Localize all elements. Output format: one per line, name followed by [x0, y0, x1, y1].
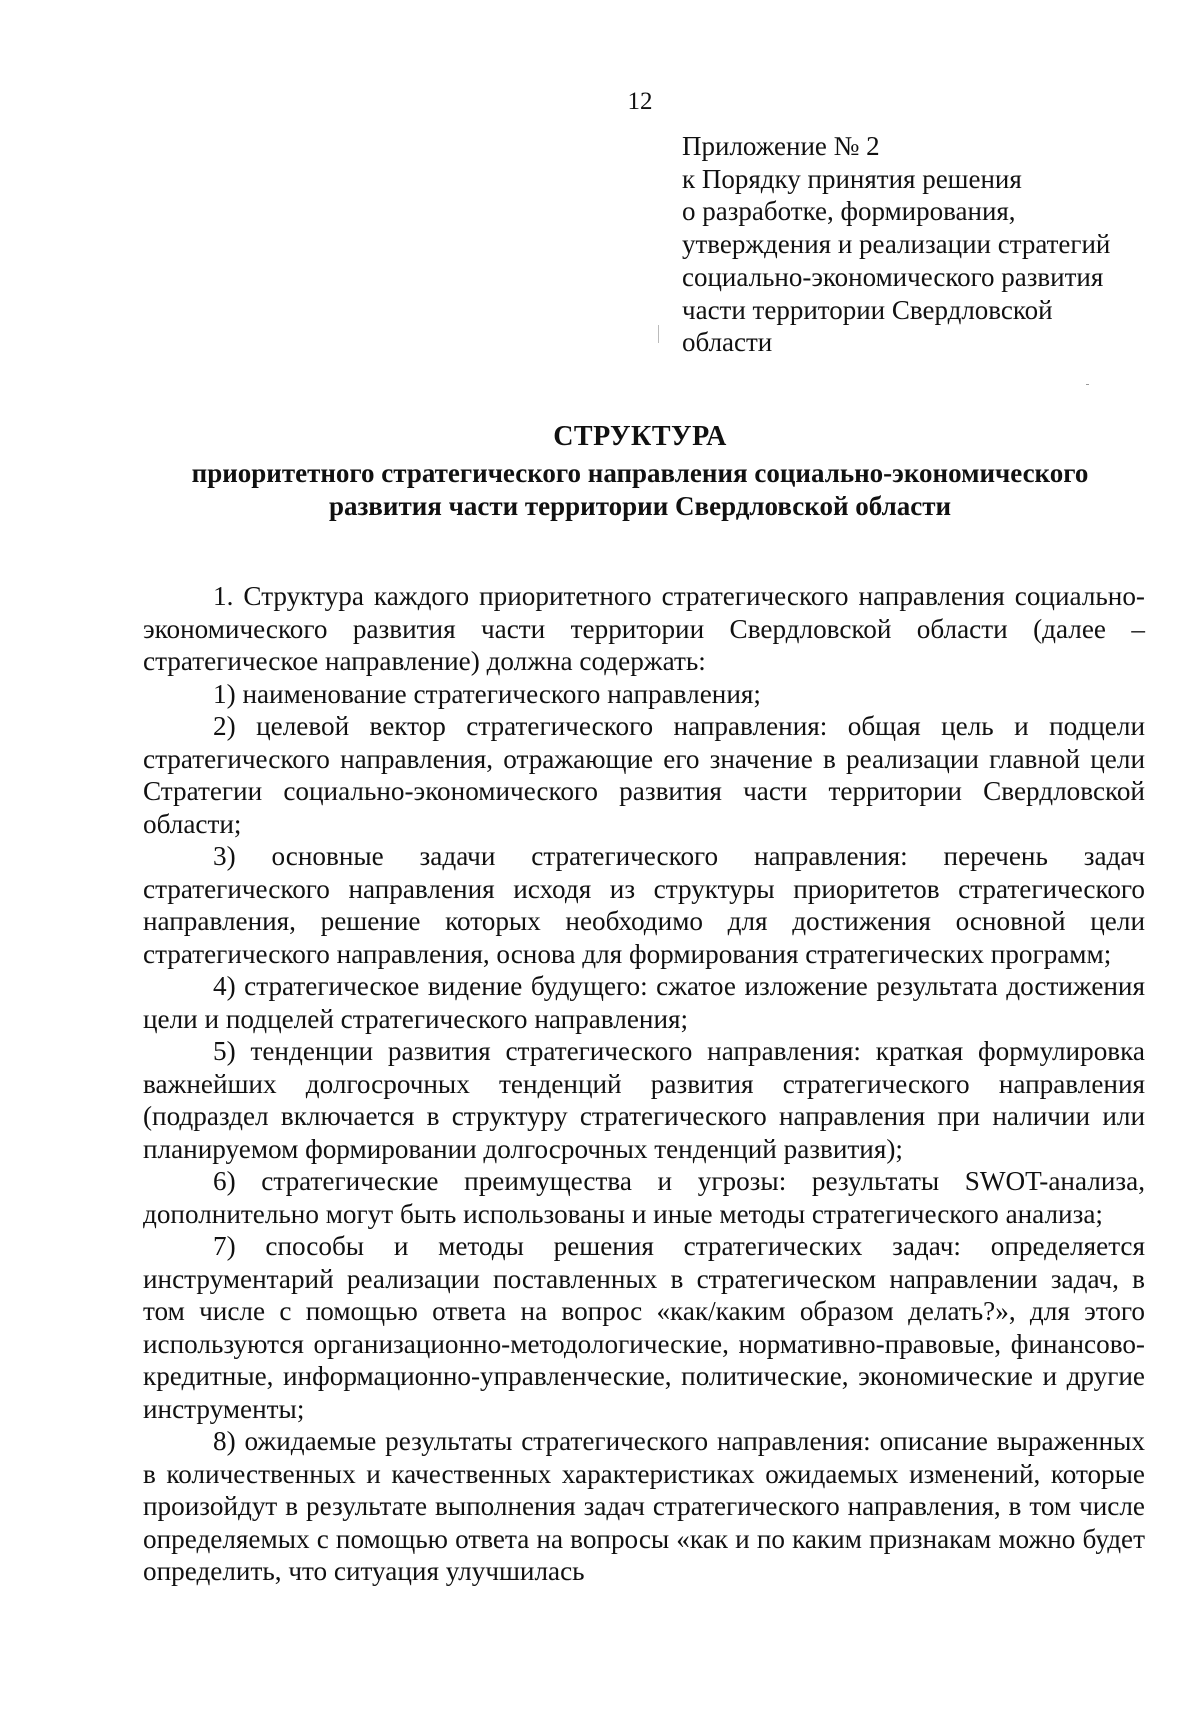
appendix-line: к Порядку принятия решения [682, 163, 1022, 194]
appendix-line: Приложение № 2 [682, 131, 880, 161]
list-item-7: 7) способы и методы решения стратегических задач: определяется инструментарий реализации поставленных в стратегическом направлении задач, в том числе с помощью ответа на вопрос «как/каким образом делать?», для этого используются организационно-методологические, нормативно-правовые, финансово-кредитные, информационно-управленческие, политические, экономические и другие инструменты; [143, 1231, 1145, 1424]
appendix-line: области [682, 327, 773, 358]
list-item-5: 5) тенденции развития стратегического направления: краткая формулировка важнейших долгосрочных тенденций развития стратегического направления (подраздел включается в структуру стратегического направления при наличии или планируемом формировании долгосрочных тенденций развития); [143, 1036, 1145, 1164]
list-item-1: 1) наименование стратегического направления; [213, 678, 761, 709]
list-item-8: 8) ожидаемые результаты стратегического направления: описание выраженных в количественных и качественных характеристиках ожидаемых изменений, которые произойдут в результате выполнения задач стратегического направления, в том числе определяемых с помощью ответа на вопросы «как и по каким признакам можно будет определить, что ситуация улучшилась [143, 1426, 1145, 1586]
document-title: СТРУКТУРА [553, 421, 727, 452]
appendix-line: части территории Свердловской [682, 294, 1053, 325]
appendix-line: о разработке, формирования, [682, 196, 1016, 227]
scan-mark [1086, 384, 1089, 385]
appendix-line: социально-экономического развития [682, 261, 1104, 292]
list-item-6: 6) стратегические преимущества и угрозы: результаты SWOT-анализа, дополнительно могут быть использованы и иные методы стратегического анализа; [143, 1166, 1145, 1229]
paragraph-intro: 1. Структура каждого приоритетного стратегического направления социально-экономического развития части территории Свердловской области (далее – стратегическое направление) должна содержать: [143, 581, 1145, 676]
document-subtitle: приоритетного стратегического направления социально-экономического развития части территории Свердловской области [191, 458, 1089, 521]
page-number: 12 [627, 88, 653, 115]
appendix-reference [682, 130, 1152, 359]
scan-mark [658, 325, 659, 343]
list-item-2: 2) целевой вектор стратегического направления: общая цель и подцели стратегического направления, отражающие его значение в реализации главной цели Стратегии социально-экономического развития части территории Свердловской области; [143, 711, 1145, 839]
appendix-line: утверждения и реализации стратегий [682, 229, 1111, 260]
document-heading [140, 420, 1140, 523]
list-item-3: 3) основные задачи стратегического направления: перечень задач стратегического направления исходя из структуры приоритетов стратегического направления, решение которых необходимо для достижения основной цели стратегического направления, основа для формирования стратегических программ; [143, 841, 1145, 969]
list-item-4: 4) стратегическое видение будущего: сжатое изложение результата достижения цели и подцелей стратегического направления; [143, 971, 1145, 1034]
document-body [143, 580, 1145, 1588]
